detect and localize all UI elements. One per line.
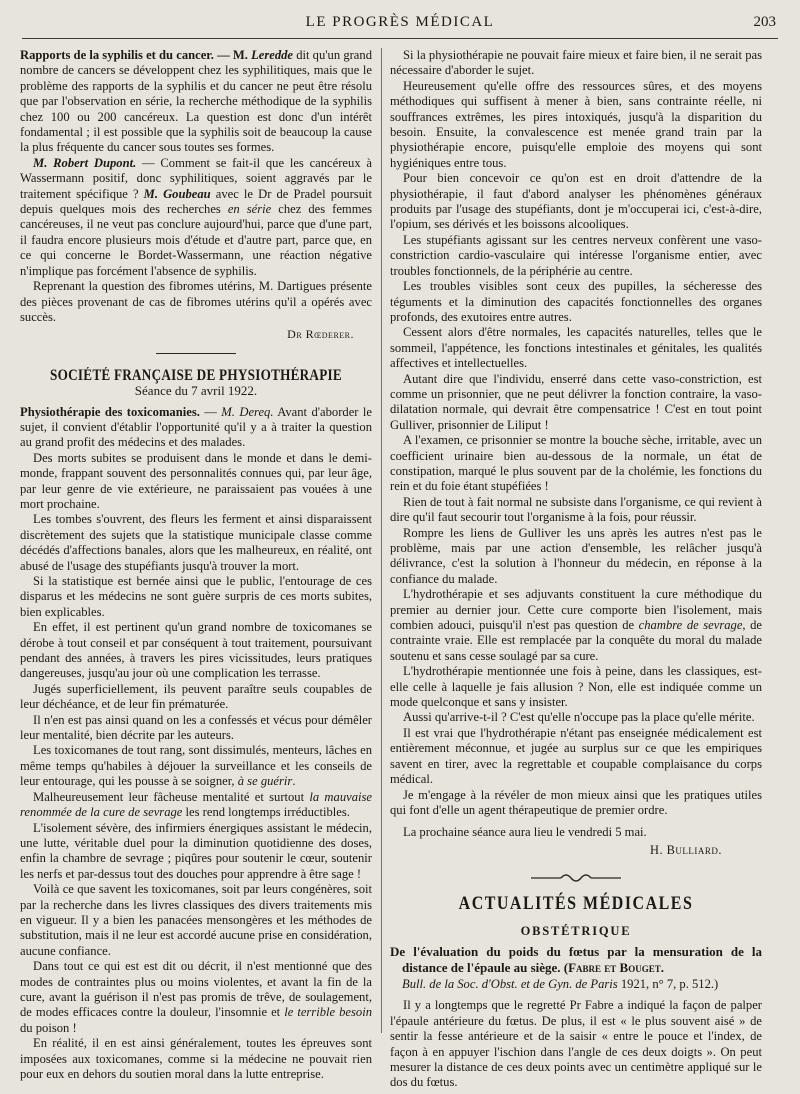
paragraph-text: Avant d'aborder le sujet, il convient d'établir l'opportunité qu'il y a à traiter la question au grand profit des médecins et des malades. bbox=[20, 404, 372, 450]
author-name: Leredde bbox=[251, 48, 294, 62]
paragraph: Je m'engage à la révéler de mon mieux ainsi que les pratiques utiles qui font d'elle un agent thérapeutique de premier ordre. bbox=[390, 787, 762, 817]
paragraph-text: dit qu'un grand nombre de cancers se développent chez les syphilitiques, mais que le problème des rapports de la syphilis et du cancer ne peut être résolu que par l'observation en série, la recherche méthodique de la syphilis chez 100 ou 200 cancéreux. La question est donc d'un intérêt fondamental ; il est possible que la syphilis soit de beaucoup la cause la plus fréquente du cancer sous toutes ses formes. bbox=[20, 48, 372, 155]
paragraph: Jugés superficiellement, ils peuvent paraître seuls coupables de leur déchéance, et de leur fin prématurée. bbox=[20, 681, 372, 712]
signature: H. Bulliard. bbox=[650, 842, 722, 857]
article-title bbox=[390, 944, 762, 977]
article-reference bbox=[390, 977, 762, 992]
paragraph-text: Dans tout ce qui est est dit ou décrit, il n'est mentionné que des modes de contraintes plus ou moins violentes, et avant la fin de la cure, avant la guérison il n'est pas promis de trêve, de soulagement, de modes efficaces contre la douleur, l'insomnie et bbox=[20, 959, 372, 1020]
society-title: SOCIÉTÉ FRANÇAISE DE PHYSIOTHÉRAPIE bbox=[50, 366, 342, 384]
author-name: M. Goubeau bbox=[143, 186, 211, 201]
column-divider bbox=[381, 48, 382, 1033]
author-name: M. Robert Dupont. bbox=[33, 155, 137, 170]
paragraph: Les tombes s'ouvrent, des fleurs les ferment et ainsi disparaissent discrètement des sujets que la statistique municipale classe comme décédés d'affections banales, alors que les malheureux, en réalité, ont abusé de l'usage des stupéfiants jusqu'à trouver la mort. bbox=[20, 512, 372, 573]
emphasis: le terrible besoin bbox=[284, 1005, 373, 1020]
paragraph: Cessent alors d'être normales, les capacités naturelles, telles que le sommeil, l'appétence, les fonctions intestinales et génitales, les qualités affectives et intellectuelles. bbox=[390, 325, 762, 371]
separator-rule bbox=[156, 353, 236, 354]
paragraph: Voilà ce que savent les toxicomanes, soit par leurs congénères, soit par la recherche dans les livres classiques des divers traitements mis en vigueur. Il y a bien les panacées mensongères et les méthodes de substitution, mais il ne leur est accordé aucune prise en considération, aucune confiance. bbox=[20, 882, 372, 958]
paragraph: Autant dire que l'individu, enserré dans cette vaso-constriction, est comme un prisonnier, que ne peut délivrer la fonction contraire, la vaso-dilatation normale, qui devrait être compensatrice ! C'est en tout point Gulliver, prisonnier de Liliput ! bbox=[390, 371, 762, 432]
left-column bbox=[20, 48, 372, 1082]
page-number: 203 bbox=[753, 14, 776, 30]
author-name: M. Dereq. bbox=[221, 404, 274, 419]
paragraph bbox=[20, 156, 372, 279]
paragraph: Des morts subites se produisent dans le monde et dans le demi-monde, frappant souvent des personnalités connues qui, par leur âge, par leur genre de vie extérieure, ne paraissaient pas vouées à une mort prochaine. bbox=[20, 450, 372, 511]
session-date: Séance du 7 avril 1922. bbox=[134, 383, 258, 399]
paragraph-text: — Comment se fait-il que les cancéreux à Wassermann positif, donc syphilitiques, soient aggravés par le traitement spécifique ? bbox=[20, 155, 372, 201]
emphasis: à se guérir bbox=[237, 774, 293, 789]
header-rule bbox=[22, 38, 778, 39]
paragraph-heading: Rapports de la syphilis et du cancer. — M. bbox=[20, 48, 252, 62]
subsection-title: OBSTÉTRIQUE bbox=[520, 923, 632, 938]
paragraph-text: , de contrainte vraie. Elle est remplacée par la conquête du moral du malade soutenu et sans cesse soulagé par sa cure. bbox=[390, 618, 763, 663]
paragraph bbox=[20, 959, 372, 1036]
paragraph bbox=[20, 48, 372, 156]
paragraph: Il n'en est pas ainsi quand on les a confessés et vécus pour démêler leur mentalité, bien décrite par les auteurs. bbox=[20, 712, 372, 743]
paragraph: En effet, il est pertinent qu'un grand nombre de toxicomanes se dérobe à tout conseil et par conséquent à tout traitement, poursuivant pendant des années, à travers les pires vicissitudes, leurs pratiques dangereuses, jusqu'au jour où une complication les terrasse. bbox=[20, 620, 372, 681]
paragraph-text: chez des femmes cancéreuses, il ne veut pas conclure aujourd'hui, parce que d'une part, il faudra encore plusieurs mois d'étude et d'autre part, parce que, en ce qui concerne le Bordet-Wassermann, une réaction négative n'implique pas forcément l'absence de syphilis. bbox=[20, 202, 372, 278]
paragraph: L'hydrothérapie mentionnée une fois à peine, dans les classiques, est-elle celle à laquelle je fais allusion ? Non, elle est indiquée comme un mode quelconque et sans y insister. bbox=[390, 664, 762, 710]
paragraph: Les troubles visibles sont ceux des pupilles, la sécheresse des téguments et la diminution des capacités fonctionnelles des organes profonds, des exutoires entre autres. bbox=[390, 279, 762, 324]
emphasis: en série bbox=[227, 202, 272, 217]
article-authors: (Fabre et Bouget. bbox=[560, 960, 664, 976]
paragraph: Rien de tout à fait normal ne subsiste dans l'organisme, ce qui revient à dire qu'il faut secourir tout l'organisme à la fois, pour réussir. bbox=[390, 494, 762, 525]
paragraph: Si la physiothérapie ne pouvait faire mieux et faire bien, il ne serait pas nécessaire d'aborder le sujet. bbox=[390, 48, 762, 78]
reference-journal: Bull. de la Soc. d'Obst. et de Gyn. de Paris bbox=[402, 976, 618, 991]
paragraph-text: L'hydrothérapie et ses adjuvants constituent la cure méthodique du premier au dernier jour. Cette cure comporte bien l'isolement, mais combien adouci, puisqu'il n'est pas question de bbox=[390, 587, 762, 633]
section-title: ACTUALITÉS MÉDICALES bbox=[458, 893, 694, 915]
paragraph: Aussi qu'arrive-t-il ? C'est qu'elle n'occupe pas la place qu'elle mérite. bbox=[403, 710, 755, 725]
paragraph: Si la statistique est bernée ainsi que le public, l'entourage de ces disparus et les médecins ne sont guère surpris de ces morts subites, bien explicables. bbox=[20, 574, 372, 619]
ornament-divider-icon bbox=[531, 872, 621, 884]
next-session-notice: La prochaine séance aura lieu le vendredi 5 mai. bbox=[403, 825, 647, 840]
paragraph: Il est vrai que l'hydrothérapie n'étant pas enseignée médicalement est entièrement méconnue, et jugée au surplus sur ce que les empiriques savent en tirer, avec la regrettable et coupable complaisance du corps médical. bbox=[390, 725, 762, 787]
paragraph: Les stupéfiants agissant sur les centres nerveux confèrent une vaso-constriction cardio-vasculaire qui intéresse l'organisme entier, avec troubles fonctionnels, de la périphérie au centre. bbox=[390, 232, 762, 278]
paragraph-text: les rend longtemps irréductibles. bbox=[182, 805, 350, 820]
paragraph: Pour bien concevoir ce qu'on est en droit d'attendre de la physiothérapie, il faut d'abord analyser les phénomènes généraux produits par l'usage des stupéfiants, dont je m'occuperai ici, c'est-à-dire, l'opium, ses dérivés et les boissons alcooliques. bbox=[390, 171, 762, 232]
paragraph-text: Les toxicomanes de tout rang, sont dissimulés, menteurs, lâches en même temps qu'habiles à déjouer la surveillance et les conseils de leur entourage, qui les pousse à se soigner, bbox=[20, 743, 372, 789]
paragraph: A l'examen, ce prisonnier se montre la bouche sèche, irritable, avec un coefficient urinaire bien au-dessous de la normale, un état de constipation, marqué le plus souvent par de la cholémie, les fonctions du rein et du foie étant stupéfiées ! bbox=[390, 433, 762, 494]
paragraph-text: Malheureusement leur fâcheuse mentalité et surtout bbox=[33, 789, 310, 804]
journal-title: LE PROGRÈS MÉDICAL bbox=[305, 14, 495, 30]
emphasis: la mauvaise renommée de la cure de sevrage bbox=[20, 789, 373, 820]
paragraph: En réalité, il en est ainsi généralement, toutes les épreuves sont imposées aux toxicomanes, comme si la médecine ne pouvait rien pour eux en dehors du soutien moral dans la lutte entreprise. bbox=[20, 1036, 372, 1081]
emphasis: chambre de sevrage bbox=[638, 618, 743, 633]
paragraph-heading: Physiothérapie des toxicomanies. bbox=[20, 404, 200, 419]
right-column bbox=[390, 48, 762, 1091]
paragraph bbox=[20, 405, 372, 451]
article-title-text: De l'évaluation du poids du fœtus par la mensuration de la distance de l'épaule au siège. bbox=[390, 943, 762, 976]
paragraph bbox=[20, 743, 372, 789]
signature: Dr Rœderer. bbox=[287, 327, 354, 342]
paragraph: L'isolement sévère, des infirmiers énergiques assistant le médecin, une lutte, véritable duel pour la diminution quotidienne des doses, enfin la chambre de sevrage ; piqûres pour soutenir le cœur, soutenir les nerfs et par-dessus tout des douches pour apprendre à être sage ! bbox=[20, 820, 372, 881]
paragraph: Heureusement qu'elle offre des ressources sûres, et des moyens méthodiques qui suffisent à mener à bien, sans contrainte réelle, ni souffrances extrêmes, les pires intoxiqués, jusqu'à la disparition du besoin. Ensuite, la convalescence est menée grand train par la physiothérapie encore, puisqu'elle emploie des moyens qui sont hygiéniques entre tous. bbox=[390, 78, 762, 170]
paragraph-text: du poison ! bbox=[20, 1020, 77, 1035]
paragraph-text: avec le Dr de Pradel poursuit depuis quelques mois des recherches bbox=[20, 186, 372, 217]
paragraph: Reprenant la question des fibromes utérins, M. Dartigues présente des pièces provenant de cas de fibromes utérins qu'il a opérés avec succès. bbox=[20, 279, 372, 324]
page-header bbox=[22, 14, 778, 34]
reference-details: 1921, n° 7, p. 512.) bbox=[617, 976, 719, 991]
paragraph bbox=[20, 790, 372, 821]
paragraph bbox=[390, 587, 762, 664]
paragraph: Il y a longtemps que le regretté Pr Fabre a indiqué la façon de palper l'épaule antérieure du fœtus. De plus, il est « le plus souvent aisé » de sentir la fesse antérieure et de la saisir « entre le pouce et l'index, de façon à en appuyer l'ischion dans l'angle de ces deux doigts ». On peut mesurer la distance de ces deux points avec un centimètre appliqué sur le dos du fœtus. bbox=[390, 998, 762, 1090]
paragraph: Rompre les liens de Gulliver les uns après les autres n'est pas le problème, mais par une action d'ensemble, les relâcher jusqu'à délivrance, c'est la solution à l'honneur du médecin, en réponse à la confiance du malade. bbox=[390, 525, 762, 586]
dash: — bbox=[199, 404, 222, 419]
paragraph-text: . bbox=[292, 774, 296, 789]
